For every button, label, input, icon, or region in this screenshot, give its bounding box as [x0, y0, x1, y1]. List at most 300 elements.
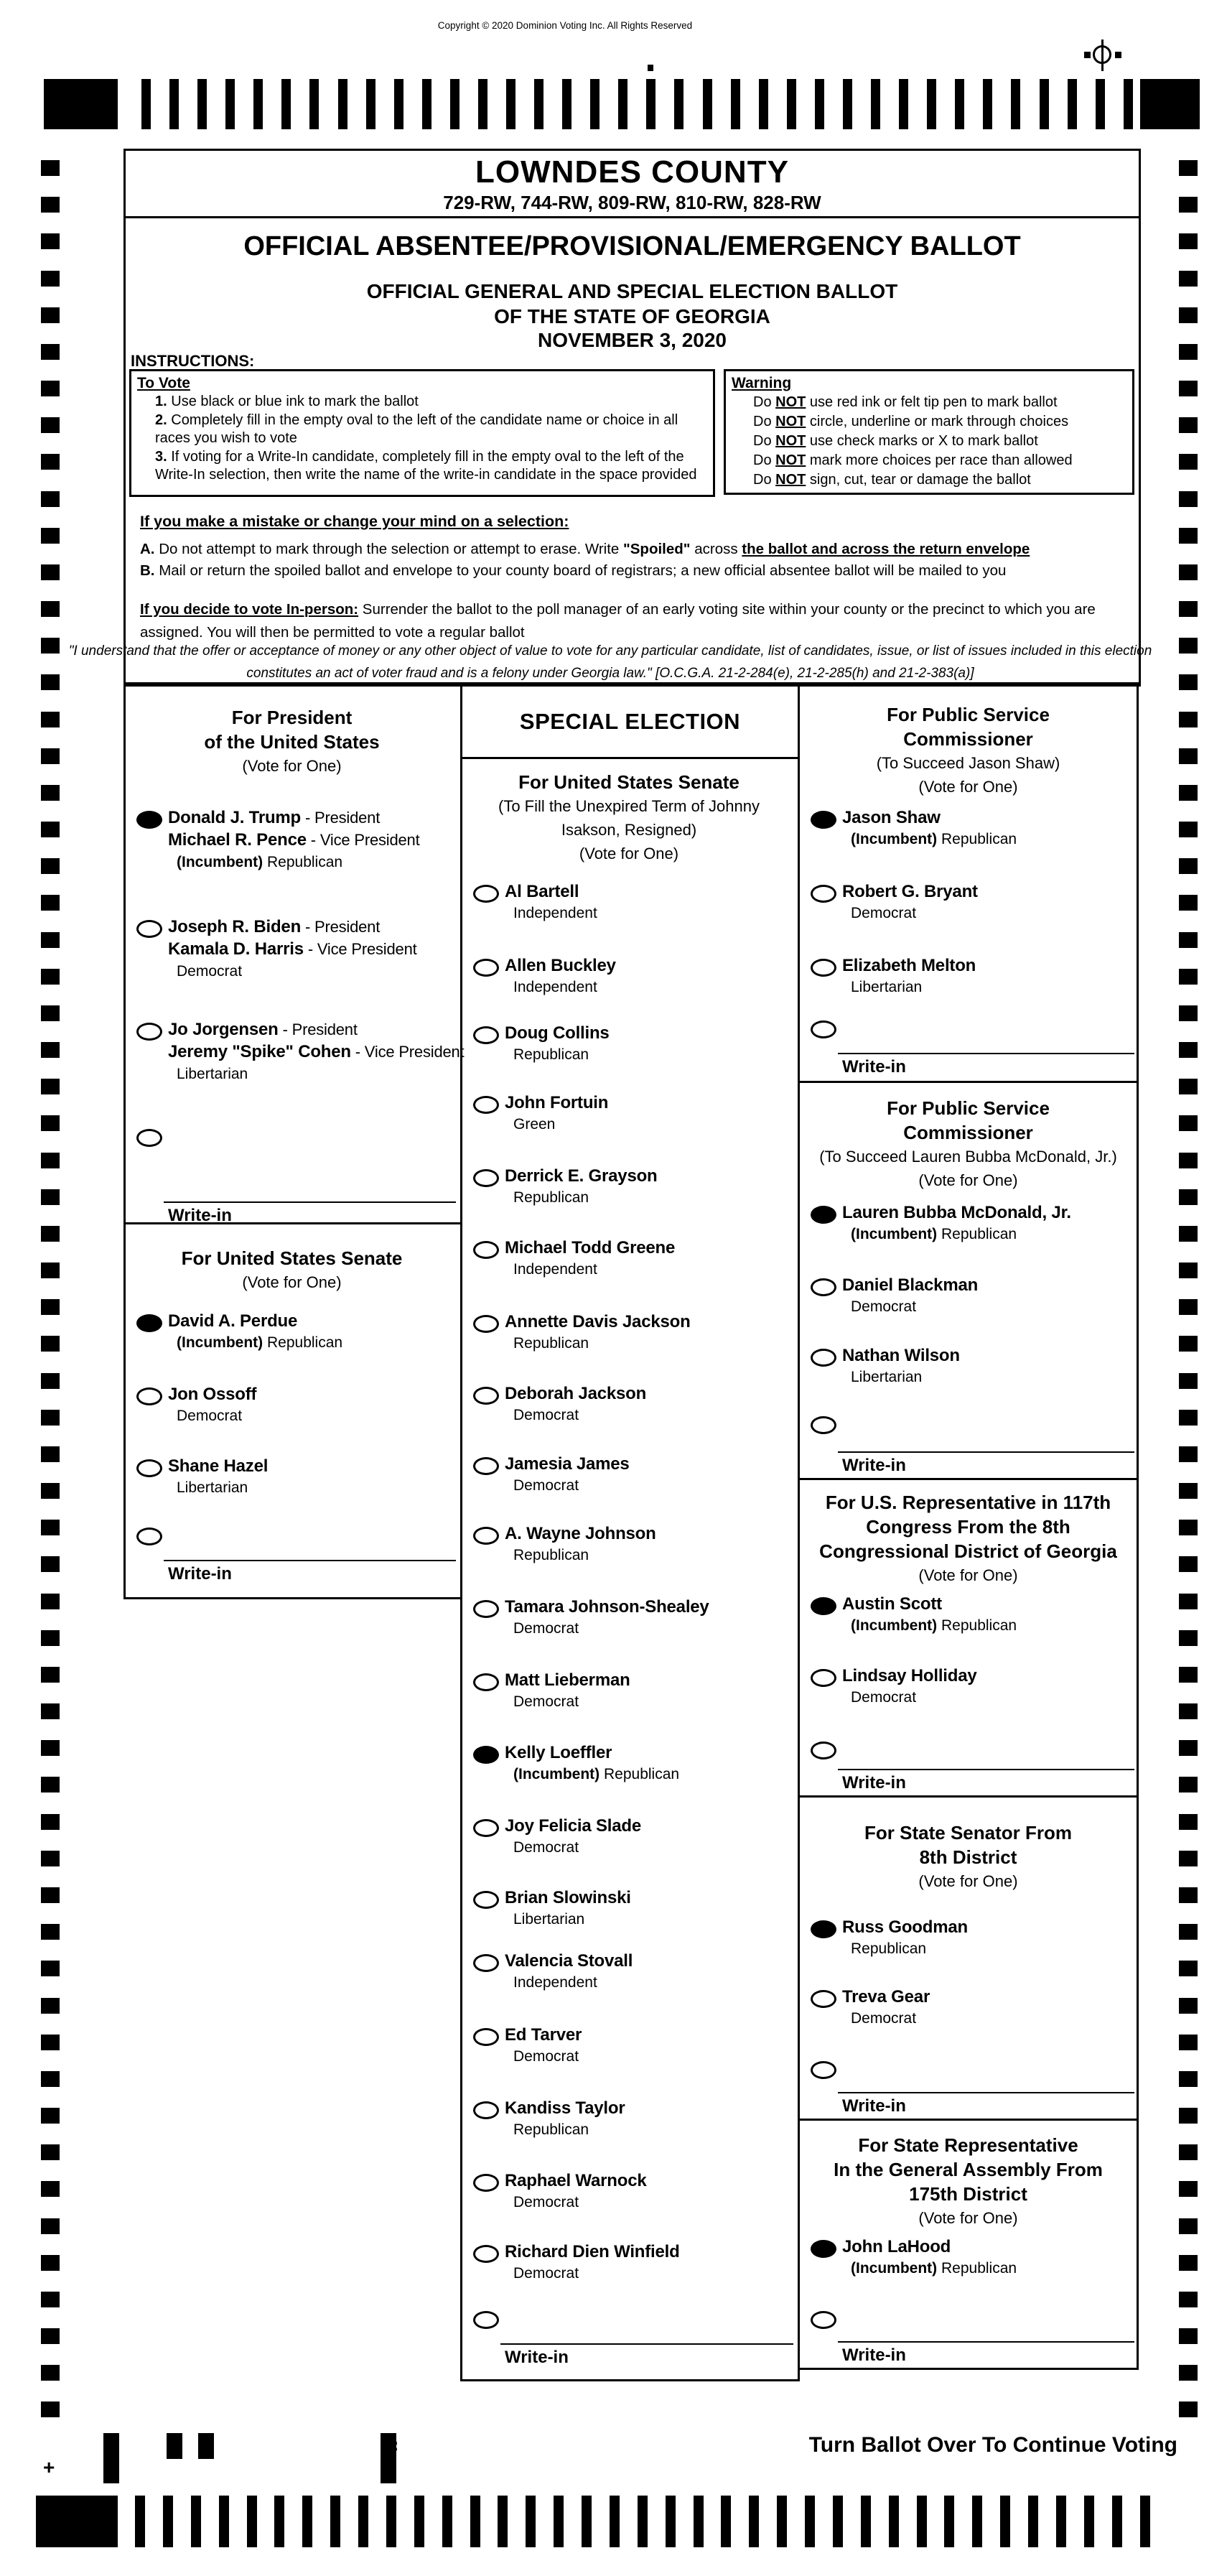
candidate-oval[interactable] [473, 885, 499, 903]
timing-mark [41, 1924, 60, 1940]
candidate-name: Donald J. Trump - President [168, 808, 381, 827]
candidate-oval[interactable] [811, 1669, 836, 1687]
candidate-party: Republican [513, 1046, 589, 1063]
timing-mark [899, 79, 908, 129]
candidate-party: Democrat [513, 2265, 579, 2282]
timing-mark [590, 79, 599, 129]
timing-mark [843, 79, 852, 129]
contest-subtitle: (To Succeed Jason Shaw) [876, 754, 1060, 772]
timing-mark [41, 601, 60, 617]
contest-subtitle: (Vote for One) [918, 1872, 1018, 1890]
timing-mark [1179, 1630, 1198, 1646]
timing-mark [41, 1520, 60, 1535]
write-in-oval[interactable] [811, 1416, 836, 1434]
timing-mark [41, 1814, 60, 1830]
write-in-oval[interactable] [811, 2061, 836, 2079]
write-in-oval[interactable] [473, 2311, 499, 2329]
candidate-name: Joy Felicia Slade [505, 1816, 642, 1836]
warning-box [724, 369, 1134, 495]
timing-mark [1179, 1887, 1198, 1903]
contest-subtitle: (To Succeed Lauren Bubba McDonald, Jr.) [819, 1148, 1117, 1166]
candidate-name: Jo Jorgensen - President [168, 1020, 358, 1039]
contest-subtitle: (Vote for One) [918, 1171, 1018, 1189]
candidate-name: David A. Perdue [168, 1311, 298, 1331]
timing-mark [1179, 307, 1198, 323]
write-in-line[interactable] [838, 1769, 1134, 1770]
timing-mark [1179, 1961, 1198, 1976]
timing-mark [41, 1594, 60, 1609]
candidate-party: (Incumbent) Republican [177, 854, 343, 870]
contest-divider [798, 2119, 1139, 2121]
candidate-party: Democrat [177, 963, 243, 980]
timing-mark [1179, 1446, 1198, 1462]
candidate-name: Valencia Stovall [505, 1951, 633, 1971]
timing-mark [169, 79, 179, 129]
candidate-oval[interactable] [473, 2101, 499, 2119]
timing-mark-row-bottom [135, 2496, 1150, 2547]
timing-mark [41, 454, 60, 470]
write-in-line[interactable] [164, 1201, 456, 1203]
timing-mark [1179, 1740, 1198, 1756]
timing-mark [41, 2218, 60, 2234]
candidate-oval[interactable] [136, 1459, 162, 1477]
contest-title: For State Representative [858, 2134, 1078, 2156]
timing-mark [787, 79, 796, 129]
timing-mark [135, 2496, 145, 2547]
timing-mark [41, 1336, 60, 1352]
timing-mark [41, 932, 60, 948]
timing-mark [777, 2496, 787, 2547]
timing-mark [41, 969, 60, 985]
candidate-oval[interactable] [811, 1990, 836, 2008]
timing-mark [41, 417, 60, 433]
candidate-party: (Incumbent) Republican [851, 2260, 1017, 2277]
candidate-party: Democrat [177, 1408, 243, 1424]
to-vote-title: To Vote [137, 375, 190, 391]
timing-mark [1179, 638, 1198, 654]
contest-subtitle: (Vote for One) [579, 845, 679, 862]
timing-mark [41, 1667, 60, 1683]
candidate-name: Shane Hazel [168, 1456, 269, 1476]
timing-mark [1179, 2035, 1198, 2050]
timing-mark [1179, 1667, 1198, 1683]
candidate-oval[interactable] [136, 1023, 162, 1041]
timing-mark [1179, 1189, 1198, 1205]
candidate-party: (Incumbent) Republican [851, 1226, 1017, 1242]
candidate-name: Matt Lieberman [505, 1670, 630, 1690]
write-in-label: Write-in [842, 1456, 906, 1475]
write-in-label: Write-in [842, 2096, 906, 2116]
candidate-name: Jason Shaw [842, 808, 941, 827]
election-date: NOVEMBER 3, 2020 [538, 329, 727, 351]
timing-mark [41, 1961, 60, 1976]
candidate-name: Doug Collins [505, 1023, 610, 1043]
timing-mark [526, 2496, 536, 2547]
candidate-name: Tamara Johnson-Shealey [505, 1597, 709, 1617]
contest-subtitle: (Vote for One) [242, 1273, 342, 1291]
registration-crosshair-icon [1083, 39, 1123, 71]
warning-item: Do NOT circle, underline or mark through choices [753, 414, 1069, 429]
timing-mark [41, 1079, 60, 1094]
candidate-name: Al Bartell [505, 882, 579, 901]
county-name: LOWNDES COUNTY [475, 154, 789, 190]
timing-mark [1179, 271, 1198, 287]
timing-mark [1179, 1924, 1198, 1940]
candidate-oval[interactable] [473, 2028, 499, 2046]
candidate-party: Democrat [851, 1689, 917, 1706]
candidate-party: Libertarian [851, 1369, 923, 1385]
mistake-heading: If you make a mistake or change your mind on a selection: [140, 513, 569, 530]
candidate-party: Independent [513, 1974, 597, 1991]
timing-mark [141, 79, 151, 129]
candidate-oval[interactable] [473, 1026, 499, 1044]
candidate-oval[interactable] [473, 1096, 499, 1114]
candidate-party: Libertarian [513, 1911, 585, 1928]
write-in-label: Write-in [168, 1564, 232, 1584]
timing-mark [1179, 1115, 1198, 1131]
write-in-line[interactable] [838, 2341, 1134, 2343]
contest-title: For Public Service [887, 704, 1050, 725]
candidate-oval[interactable] [473, 1457, 499, 1475]
timing-mark [694, 2496, 704, 2547]
timing-mark [450, 79, 459, 129]
candidate-party: Green [513, 1116, 556, 1133]
timing-mark-row-top [141, 79, 1133, 129]
election-title-line: OFFICIAL GENERAL AND SPECIAL ELECTION BALLOT [366, 280, 898, 302]
timing-mark [41, 1556, 60, 1572]
candidate-party: Libertarian [851, 979, 923, 995]
contest-title: For State Senator From [864, 1822, 1072, 1843]
timing-mark [274, 2496, 284, 2547]
candidate-oval[interactable] [473, 1891, 499, 1909]
contest-title: Congressional District of Georgia [819, 1540, 1117, 1562]
candidate-name: Richard Dien Winfield [505, 2242, 680, 2261]
timing-mark [1179, 748, 1198, 764]
timing-mark [41, 2071, 60, 2087]
timing-mark [191, 2496, 201, 2547]
candidate-name: Raphael Warnock [505, 2171, 647, 2190]
timing-mark [562, 79, 571, 129]
timing-mark [1179, 822, 1198, 837]
candidate-oval[interactable] [811, 885, 836, 903]
candidate-oval[interactable] [473, 1315, 499, 1333]
timing-mark [1179, 1005, 1198, 1021]
timing-mark [1056, 2496, 1066, 2547]
candidate-name: Robert G. Bryant [842, 882, 978, 901]
timing-mark [1028, 2496, 1038, 2547]
candidate-name: Nathan Wilson [842, 1346, 960, 1365]
timing-mark [41, 2292, 60, 2307]
timing-mark [41, 1630, 60, 1646]
timing-mark [1179, 2144, 1198, 2160]
timing-mark [41, 197, 60, 213]
candidate-name: Treva Gear [842, 1987, 930, 2007]
contest-divider [798, 1795, 1139, 1798]
timing-mark [534, 79, 543, 129]
timing-mark [1179, 1851, 1198, 1866]
candidate-oval-filled[interactable] [136, 811, 162, 829]
timing-mark [41, 1740, 60, 1756]
write-in-oval[interactable] [811, 1742, 836, 1759]
timing-mark [1040, 79, 1049, 129]
contest-title: In the General Assembly From [834, 2159, 1103, 2180]
contest-title: For Public Service [887, 1097, 1050, 1119]
timing-mark [41, 1373, 60, 1389]
timing-mark [41, 1777, 60, 1792]
timing-mark [478, 79, 487, 129]
timing-mark [610, 2496, 620, 2547]
candidate-name: Kelly Loeffler [505, 1743, 612, 1762]
column1-bottom-border [123, 1597, 462, 1599]
candidate-party: Republican [513, 2121, 589, 2138]
timing-mark [41, 2365, 60, 2381]
election-title-line: OF THE STATE OF GEORGIA [494, 305, 770, 327]
fraud-notice: "I understand that the offer or acceptance of money or any other object of value to vote for any particular candidate, list of candidates, issue, or list of issues included in this election constitutes an act of voter fraud and is a felony under Georgia law." [O.C.G.A. 21-2-284(e), 21-2-285(h) and 21-2-383(a)] [68, 643, 1152, 681]
timing-mark [247, 2496, 257, 2547]
timing-mark [1011, 79, 1020, 129]
stray-mark [648, 65, 653, 71]
timing-mark [338, 79, 347, 129]
candidate-oval[interactable] [473, 1527, 499, 1545]
footer-bar [103, 2433, 119, 2483]
candidate-name: Deborah Jackson [505, 1384, 647, 1403]
candidate-name: Allen Buckley [505, 956, 616, 975]
write-in-oval[interactable] [811, 1020, 836, 1038]
candidate-oval[interactable] [811, 959, 836, 977]
candidate-party: Republican [513, 1547, 589, 1563]
candidate-name: Lauren Bubba McDonald, Jr. [842, 1203, 1071, 1222]
candidate-oval[interactable] [473, 1673, 499, 1691]
timing-mark [1179, 785, 1198, 801]
timing-mark [225, 79, 235, 129]
contest-subtitle: (Vote for One) [918, 1566, 1018, 1584]
timing-mark [386, 2496, 396, 2547]
timing-mark [1179, 381, 1198, 396]
candidate-oval-filled[interactable] [811, 1597, 836, 1615]
timing-mark [1179, 674, 1198, 690]
candidate-oval[interactable] [136, 1387, 162, 1405]
timing-mark [41, 748, 60, 764]
timing-mark [330, 2496, 340, 2547]
candidate-party: Democrat [513, 1693, 579, 1710]
timing-mark [302, 2496, 312, 2547]
timing-mark [1179, 197, 1198, 213]
write-in-line[interactable] [500, 2343, 793, 2345]
candidate-party: Democrat [513, 2194, 579, 2210]
timing-mark [833, 2496, 843, 2547]
candidate-name: A. Wayne Johnson [505, 1524, 656, 1543]
candidate-oval[interactable] [473, 2245, 499, 2263]
timing-mark [1179, 2328, 1198, 2344]
timing-mark [41, 2144, 60, 2160]
candidate-oval[interactable] [473, 1819, 499, 1837]
timing-mark [197, 79, 207, 129]
timing-mark [41, 1263, 60, 1278]
candidate-name: Joseph R. Biden - President [168, 917, 381, 936]
contest-title: Commissioner [903, 1122, 1033, 1143]
candidate-oval[interactable] [473, 2174, 499, 2192]
timing-mark [1179, 2292, 1198, 2307]
timing-mark [731, 79, 740, 129]
candidate-oval[interactable] [473, 1954, 499, 1972]
timing-mark [422, 79, 431, 129]
contest-title: 175th District [909, 2183, 1027, 2205]
candidate-oval[interactable] [811, 1278, 836, 1296]
timing-mark [582, 2496, 592, 2547]
candidate-name: Austin Scott [842, 1594, 942, 1614]
timing-mark [1179, 1814, 1198, 1830]
footer-bar [167, 2433, 182, 2459]
candidate-party: Republican [513, 1189, 589, 1206]
timing-mark [1179, 1153, 1198, 1168]
write-in-oval[interactable] [811, 2311, 836, 2329]
county-header-box [123, 149, 1141, 218]
timing-mark [41, 1998, 60, 2014]
timing-mark [41, 1299, 60, 1315]
timing-mark [1179, 1042, 1198, 1058]
contest-title: Congress From the 8th [866, 1516, 1070, 1538]
candidate-oval[interactable] [473, 959, 499, 977]
timing-mark [41, 528, 60, 544]
contest-title: 8th District [919, 1846, 1017, 1868]
timing-mark [41, 381, 60, 396]
footer-bar [198, 2433, 214, 2459]
timing-mark [1179, 2255, 1198, 2271]
timing-mark [759, 79, 768, 129]
timing-mark [1179, 1336, 1198, 1352]
timing-mark [815, 79, 824, 129]
timing-mark [41, 785, 60, 801]
timing-mark [41, 1153, 60, 1168]
timing-mark [749, 2496, 759, 2547]
ballot-type-title: OFFICIAL ABSENTEE/PROVISIONAL/EMERGENCY BALLOT [243, 231, 1021, 261]
candidate-party: Democrat [513, 1477, 579, 1494]
contest-title: Commissioner [903, 728, 1033, 750]
timing-mark [41, 2108, 60, 2124]
timing-mark [1084, 2496, 1094, 2547]
copyright-text: Copyright © 2020 Dominion Voting Inc. All Rights Reserved [437, 20, 693, 31]
write-in-line[interactable] [838, 2092, 1134, 2093]
candidate-oval[interactable] [811, 1349, 836, 1367]
timing-mark [917, 2496, 927, 2547]
column-divider [460, 682, 462, 2381]
candidate-oval[interactable] [473, 1387, 499, 1405]
timing-mark [927, 79, 936, 129]
candidate-name: John Fortuin [505, 1093, 609, 1112]
write-in-oval[interactable] [136, 1528, 162, 1545]
candidate-oval-filled[interactable] [811, 811, 836, 829]
candidate-party: Democrat [513, 2048, 579, 2065]
candidate-oval[interactable] [473, 1241, 499, 1259]
timing-mark [1112, 2496, 1122, 2547]
timing-mark [1179, 454, 1198, 470]
timing-mark [1179, 528, 1198, 544]
timing-mark [41, 674, 60, 690]
timing-mark [41, 895, 60, 911]
candidate-oval-filled[interactable] [811, 2240, 836, 2258]
write-in-label: Write-in [842, 1057, 906, 1077]
timing-mark [1179, 858, 1198, 874]
candidate-oval[interactable] [473, 1600, 499, 1618]
candidate-name: Elizabeth Melton [842, 956, 976, 975]
contest-divider [798, 1478, 1139, 1480]
candidate-oval[interactable] [473, 1169, 499, 1187]
timing-mark [358, 2496, 368, 2547]
candidate-oval-filled[interactable] [811, 1206, 836, 1224]
timing-mark [638, 2496, 648, 2547]
timing-mark-cap-right [1140, 79, 1200, 129]
timing-mark [1179, 233, 1198, 249]
timing-mark [41, 2181, 60, 2197]
timing-mark [1000, 2496, 1010, 2547]
candidate-oval-filled[interactable] [136, 1314, 162, 1332]
candidate-running-mate: Jeremy "Spike" Cohen - Vice President [168, 1042, 465, 1061]
candidate-name: Russ Goodman [842, 1917, 968, 1937]
candidate-running-mate: Kamala D. Harris - Vice President [168, 939, 417, 959]
timing-mark [861, 2496, 871, 2547]
timing-mark [1068, 79, 1077, 129]
warning-item: Do NOT use red ink or felt tip pen to mark ballot [753, 394, 1058, 410]
timing-mark [41, 1851, 60, 1866]
to-vote-item: 3. If voting for a Write-In candidate, completely fill in the empty oval to the left of the Write-In selection, then write the name of the write-in candidate in the space provided [155, 448, 697, 483]
write-in-line[interactable] [838, 1053, 1134, 1054]
candidate-party: Democrat [513, 1620, 579, 1637]
candidate-party: Democrat [851, 1298, 917, 1315]
contest-title: of the United States [204, 731, 380, 753]
candidate-name: Kandiss Taylor [505, 2098, 625, 2118]
timing-mark [1140, 2496, 1150, 2547]
special-election-banner: SPECIAL ELECTION [460, 684, 800, 759]
write-in-label: Write-in [168, 1206, 232, 1225]
precinct-codes: 729-RW, 744-RW, 809-RW, 810-RW, 828-RW [443, 192, 821, 213]
timing-mark [1179, 1483, 1198, 1499]
timing-mark [41, 1410, 60, 1426]
warning-item: Do NOT sign, cut, tear or damage the ballot [753, 472, 1031, 488]
timing-mark [1179, 1998, 1198, 2014]
write-in-line[interactable] [838, 1451, 1134, 1453]
timing-mark [41, 1446, 60, 1462]
candidate-name: Michael Todd Greene [505, 1238, 676, 1257]
sheet-number: 20 [387, 2440, 399, 2452]
timing-mark [1124, 79, 1133, 129]
timing-mark [414, 2496, 424, 2547]
write-in-line[interactable] [164, 1560, 456, 1561]
candidate-oval[interactable] [136, 920, 162, 938]
timing-mark [955, 79, 964, 129]
warning-item: Do NOT mark more choices per race than allowed [753, 452, 1073, 468]
timing-mark [1179, 2365, 1198, 2381]
candidate-name: Derrick E. Grayson [505, 1166, 658, 1186]
timing-mark [1179, 491, 1198, 507]
timing-mark [41, 233, 60, 249]
column1-left-border [123, 682, 126, 1599]
instructions-label: INSTRUCTIONS: [131, 352, 255, 370]
timing-mark [1179, 2181, 1198, 2197]
timing-mark-cap-left-bottom [36, 2496, 118, 2547]
write-in-label: Write-in [842, 1773, 906, 1792]
timing-mark [281, 79, 291, 129]
timing-mark [703, 79, 712, 129]
write-in-label: Write-in [842, 2345, 906, 2365]
timing-mark [41, 344, 60, 360]
contest-title: For United States Senate [181, 1247, 403, 1269]
candidate-oval-filled[interactable] [811, 1920, 836, 1938]
to-vote-item: 2. Completely fill in the empty oval to the left of the candidate name or choice in all races you wish to vote [155, 411, 678, 446]
timing-mark [442, 2496, 452, 2547]
candidate-oval-filled[interactable] [473, 1746, 499, 1764]
timing-mark [253, 79, 263, 129]
write-in-oval[interactable] [136, 1129, 162, 1147]
